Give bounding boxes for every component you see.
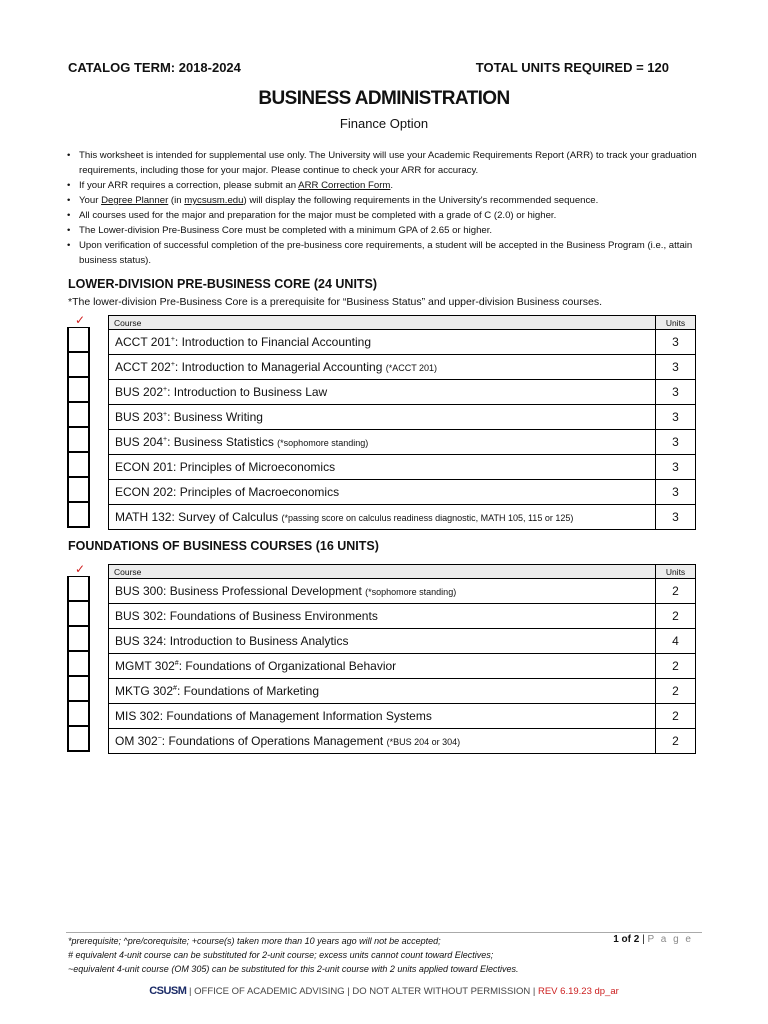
course-prerequisite: (*sophomore standing) [277, 438, 369, 448]
table-row [109, 654, 696, 679]
table-row [109, 380, 696, 405]
note-item: • All courses used for the major and preparation for the major must be completed with a grade of C (2.0) or higher. [66, 208, 706, 223]
degree-planner-link[interactable]: Degree Planner [101, 195, 169, 206]
course-mark: ~ [157, 735, 162, 742]
table-row [109, 604, 696, 629]
course-title: : Business Writing [167, 410, 263, 424]
units-cell: 3 [656, 380, 696, 405]
mycsusm-link[interactable]: mycsusm.edu [184, 195, 244, 206]
course-code: ECON 202 [115, 485, 174, 499]
units-cell: 2 [656, 579, 696, 604]
units-cell: 3 [656, 480, 696, 505]
course-code: MATH 132 [115, 510, 172, 524]
course-cell [109, 679, 656, 704]
checkbox-column-pre-business-core [67, 327, 90, 528]
units-cell: 3 [656, 455, 696, 480]
note-item: • Your Degree Planner (in mycsusm.edu) will display the following requirements in the University's recommended sequence. [66, 193, 706, 208]
footnote-line: ~equivalent 4-unit course (OM 305) can be substituted for this 2-unit course with 2 units applied toward Electives. [68, 964, 519, 974]
course-cell [109, 380, 656, 405]
section-note-pre-business-core: *The lower-division Pre-Business Core is a prerequisite for “Business Status” and upper-division Business courses. [68, 296, 602, 308]
csusm-logo: CSUSM [149, 985, 187, 997]
course-code: BUS 203 [115, 410, 164, 424]
units-cell: 2 [656, 704, 696, 729]
col-header-units: Units [656, 565, 696, 579]
table-row [109, 355, 696, 380]
course-code: ECON 201 [115, 460, 174, 474]
units-cell: 2 [656, 604, 696, 629]
course-title: : Survey of Calculus [171, 510, 282, 524]
page-subtitle: Finance Option [339, 116, 429, 131]
units-cell: 3 [656, 430, 696, 455]
course-cell [109, 505, 656, 530]
course-code: BUS 324 [115, 634, 164, 648]
footnote-line: *prerequisite; ^pre/corequisite; +course(s) taken more than 10 years ago will not be accepted; [68, 936, 441, 946]
units-cell: 3 [656, 405, 696, 430]
page-number: 1 of 2 | P a g e [613, 934, 693, 945]
col-header-units: Units [656, 316, 696, 330]
units-cell: 2 [656, 729, 696, 754]
total-units-required: TOTAL UNITS REQUIRED = 120 [475, 60, 669, 75]
course-code: BUS 300 [115, 584, 164, 598]
completion-checkbox[interactable] [67, 602, 90, 627]
units-cell: 3 [656, 355, 696, 380]
course-cell [109, 629, 656, 654]
course-cell [109, 579, 656, 604]
note-item: • Upon verification of successful completion of the pre-business core requirements, a student will be accepted in the Business Program (i.e., attain business status). [66, 238, 706, 268]
note-item: • This worksheet is intended for supplemental use only. The University will use your Academic Requirements Report (ARR) to track your graduation requirements, including those for your major. Please continue to check your ARR for accuracy. [66, 148, 706, 178]
course-prerequisite: (*ACCT 201) [385, 363, 438, 373]
completion-checkbox[interactable] [67, 428, 90, 453]
course-mark: + [163, 436, 168, 443]
table-row [109, 704, 696, 729]
course-mark: + [163, 411, 168, 418]
course-mark: + [163, 386, 168, 393]
course-code: BUS 302 [115, 609, 164, 623]
checkmark-icon: ✓ [75, 562, 86, 576]
course-cell [109, 455, 656, 480]
course-cell [109, 430, 656, 455]
units-cell: 2 [656, 679, 696, 704]
table-row [109, 579, 696, 604]
course-prerequisite: (*sophomore standing) [365, 587, 457, 597]
course-title: : Foundations of Operations Management [161, 734, 387, 748]
completion-checkbox[interactable] [67, 652, 90, 677]
course-code: MGMT 302 [115, 659, 175, 673]
completion-checkbox[interactable] [67, 702, 90, 727]
footer-office-text: | OFFICE OF ACADEMIC ADVISING | DO NOT ALTER WITHOUT PERMISSION | [186, 986, 538, 997]
course-title: : Foundations of Business Environments [163, 609, 378, 623]
table-row [109, 330, 696, 355]
table-row [109, 480, 696, 505]
course-code: BUS 202 [115, 385, 164, 399]
note-item: • The Lower-division Pre-Business Core must be completed with a minimum GPA of 2.65 or higher. [66, 223, 706, 238]
table-row [109, 430, 696, 455]
checkmark-icon: ✓ [75, 313, 86, 327]
page-title: BUSINESS ADMINISTRATION [258, 88, 510, 109]
instructions-list [66, 148, 706, 268]
col-header-course: Course [109, 316, 656, 330]
course-title: : Business Statistics [167, 435, 278, 449]
table-row [109, 629, 696, 654]
course-title: : Introduction to Managerial Accounting [174, 360, 386, 374]
table-row [109, 505, 696, 530]
footnote-divider [66, 932, 702, 933]
course-cell [109, 405, 656, 430]
footer-bar [0, 985, 768, 997]
completion-checkbox[interactable] [67, 328, 90, 353]
arr-correction-form-link[interactable]: ARR Correction Form [298, 180, 391, 191]
catalog-term: CATALOG TERM: 2018-2024 [68, 60, 241, 75]
units-cell: 3 [656, 330, 696, 355]
table-row [109, 405, 696, 430]
completion-checkbox[interactable] [67, 627, 90, 652]
completion-checkbox[interactable] [67, 403, 90, 428]
checkbox-column-foundations [67, 576, 90, 752]
table-header-row [109, 316, 696, 330]
course-cell [109, 704, 656, 729]
course-code: MKTG 302 [115, 684, 174, 698]
course-code: MIS 302 [115, 709, 160, 723]
course-cell [109, 330, 656, 355]
completion-checkbox[interactable] [67, 503, 90, 528]
course-code: OM 302 [115, 734, 158, 748]
course-cell [109, 729, 656, 754]
completion-checkbox[interactable] [67, 378, 90, 403]
units-cell: 2 [656, 654, 696, 679]
table-header-row [109, 565, 696, 579]
course-title: : Business Professional Development [163, 584, 366, 598]
course-code: BUS 204 [115, 435, 164, 449]
course-cell [109, 480, 656, 505]
course-code: ACCT 201 [115, 335, 171, 349]
course-table-pre-business-core [108, 315, 696, 530]
course-code: ACCT 202 [115, 360, 171, 374]
footnotes [68, 934, 519, 976]
section-heading-pre-business-core: LOWER-DIVISION PRE-BUSINESS CORE (24 UNITS) [68, 277, 378, 291]
footnote-line: # equivalent 4-unit course can be substituted for 2-unit course; excess units cannot count toward Electives; [68, 950, 494, 960]
course-title: : Introduction to Business Analytics [163, 634, 349, 648]
course-cell [109, 604, 656, 629]
completion-checkbox[interactable] [67, 453, 90, 478]
course-title: : Principles of Macroeconomics [173, 485, 340, 499]
course-mark: + [170, 336, 175, 343]
course-cell [109, 355, 656, 380]
completion-checkbox[interactable] [67, 353, 90, 378]
course-title: : Foundations of Marketing [176, 684, 320, 698]
completion-checkbox[interactable] [67, 478, 90, 503]
course-title: : Introduction to Financial Accounting [174, 335, 372, 349]
table-row [109, 679, 696, 704]
course-prerequisite: (*passing score on calculus readiness diagnostic, MATH 105, 115 or 125) [281, 513, 574, 523]
completion-checkbox[interactable] [67, 727, 90, 752]
completion-checkbox[interactable] [67, 677, 90, 702]
revision-label: REV 6.19.23 dp_ar [537, 986, 619, 997]
completion-checkbox[interactable] [67, 577, 90, 602]
units-cell: 3 [656, 505, 696, 530]
course-title: : Principles of Microeconomics [173, 460, 336, 474]
units-cell: 4 [656, 629, 696, 654]
section-heading-foundations: FOUNDATIONS OF BUSINESS COURSES (16 UNITS) [68, 539, 379, 553]
table-row [109, 729, 696, 754]
course-title: : Foundations of Management Information Systems [159, 709, 432, 723]
course-title: : Foundations of Organizational Behavior [178, 659, 397, 673]
course-title: : Introduction to Business Law [167, 385, 328, 399]
course-mark: # [173, 685, 177, 692]
course-prerequisite: (*BUS 204 or 304) [386, 737, 461, 747]
course-mark: + [170, 361, 175, 368]
table-row [109, 455, 696, 480]
course-table-foundations [108, 564, 696, 754]
note-item: • If your ARR requires a correction, please submit an ARR Correction Form. [66, 178, 706, 193]
course-cell [109, 654, 656, 679]
col-header-course: Course [109, 565, 656, 579]
course-mark: # [174, 660, 179, 667]
